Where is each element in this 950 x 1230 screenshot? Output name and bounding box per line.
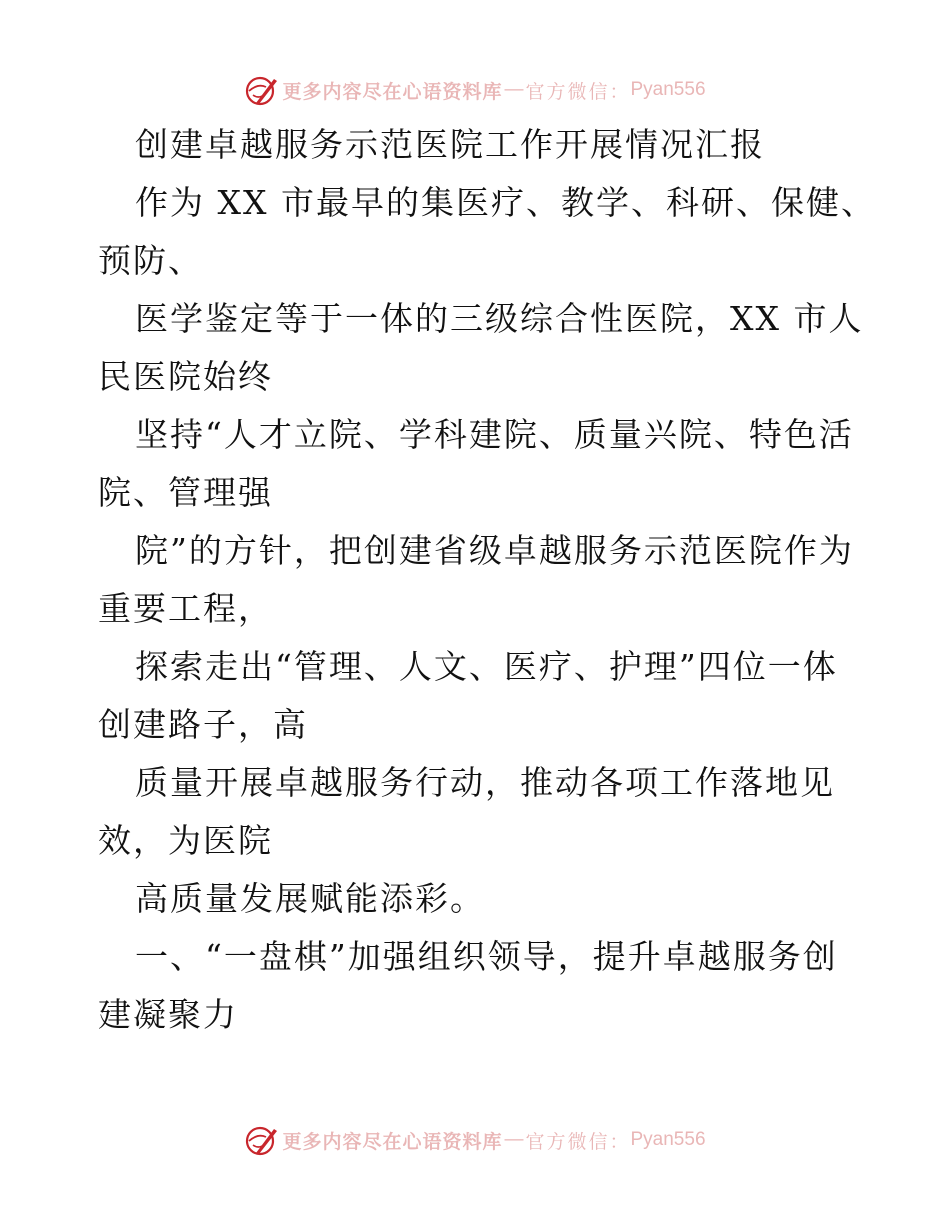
paragraph-line: 质量开展卓越服务行动，推动各项工作落地见: [135, 763, 835, 802]
paragraph-line: 高质量发展赋能添彩。: [135, 879, 485, 918]
banner-official-label: 官方微信：: [525, 80, 631, 103]
document-body: [98, 116, 876, 1044]
paragraph-line: 预防、: [98, 241, 203, 280]
banner-wechat-id: Pyan556: [630, 79, 706, 100]
paragraph-line: 效，为医院: [98, 821, 273, 860]
document-title: 创建卓越服务示范医院工作开展情况汇报: [135, 125, 765, 164]
paragraph-line: 医学鉴定等于一体的三级综合性医院，XX 市人: [135, 299, 864, 338]
paragraph-line: 创建路子，高: [98, 705, 308, 744]
paragraph-line: 重要工程，: [98, 589, 273, 628]
banner-dash: —: [504, 79, 524, 100]
paragraph-line: 作为 XX 市最早的集医疗、教学、科研、保健、: [135, 183, 876, 222]
paragraph-line: 坚持“人才立院、学科建院、质量兴院、特色活: [135, 415, 854, 454]
footer-watermark-banner: [0, 1118, 950, 1162]
banner-wechat-id: Pyan556: [630, 1129, 706, 1150]
section-heading-line: 一、“一盘棋”加强组织领导，提升卓越服务创: [135, 937, 838, 976]
section-heading-line: 建凝聚力: [98, 995, 238, 1034]
paragraph-line: 民医院始终: [98, 357, 273, 396]
banner-brand-text: 更多内容尽在心语资料库: [282, 1130, 503, 1153]
header-watermark-banner: [0, 68, 950, 112]
paragraph-line: 院、管理强: [98, 473, 273, 512]
banner-official-label: 官方微信：: [525, 1130, 631, 1153]
quill-logo-icon: [244, 1123, 278, 1157]
paragraph-line: 院”的方针，把创建省级卓越服务示范医院作为: [135, 531, 854, 570]
banner-brand-text: 更多内容尽在心语资料库: [282, 80, 503, 103]
banner-dash: —: [504, 1129, 524, 1150]
quill-logo-icon: [244, 73, 278, 107]
paragraph-line: 探索走出“管理、人文、医疗、护理”四位一体: [135, 647, 838, 686]
